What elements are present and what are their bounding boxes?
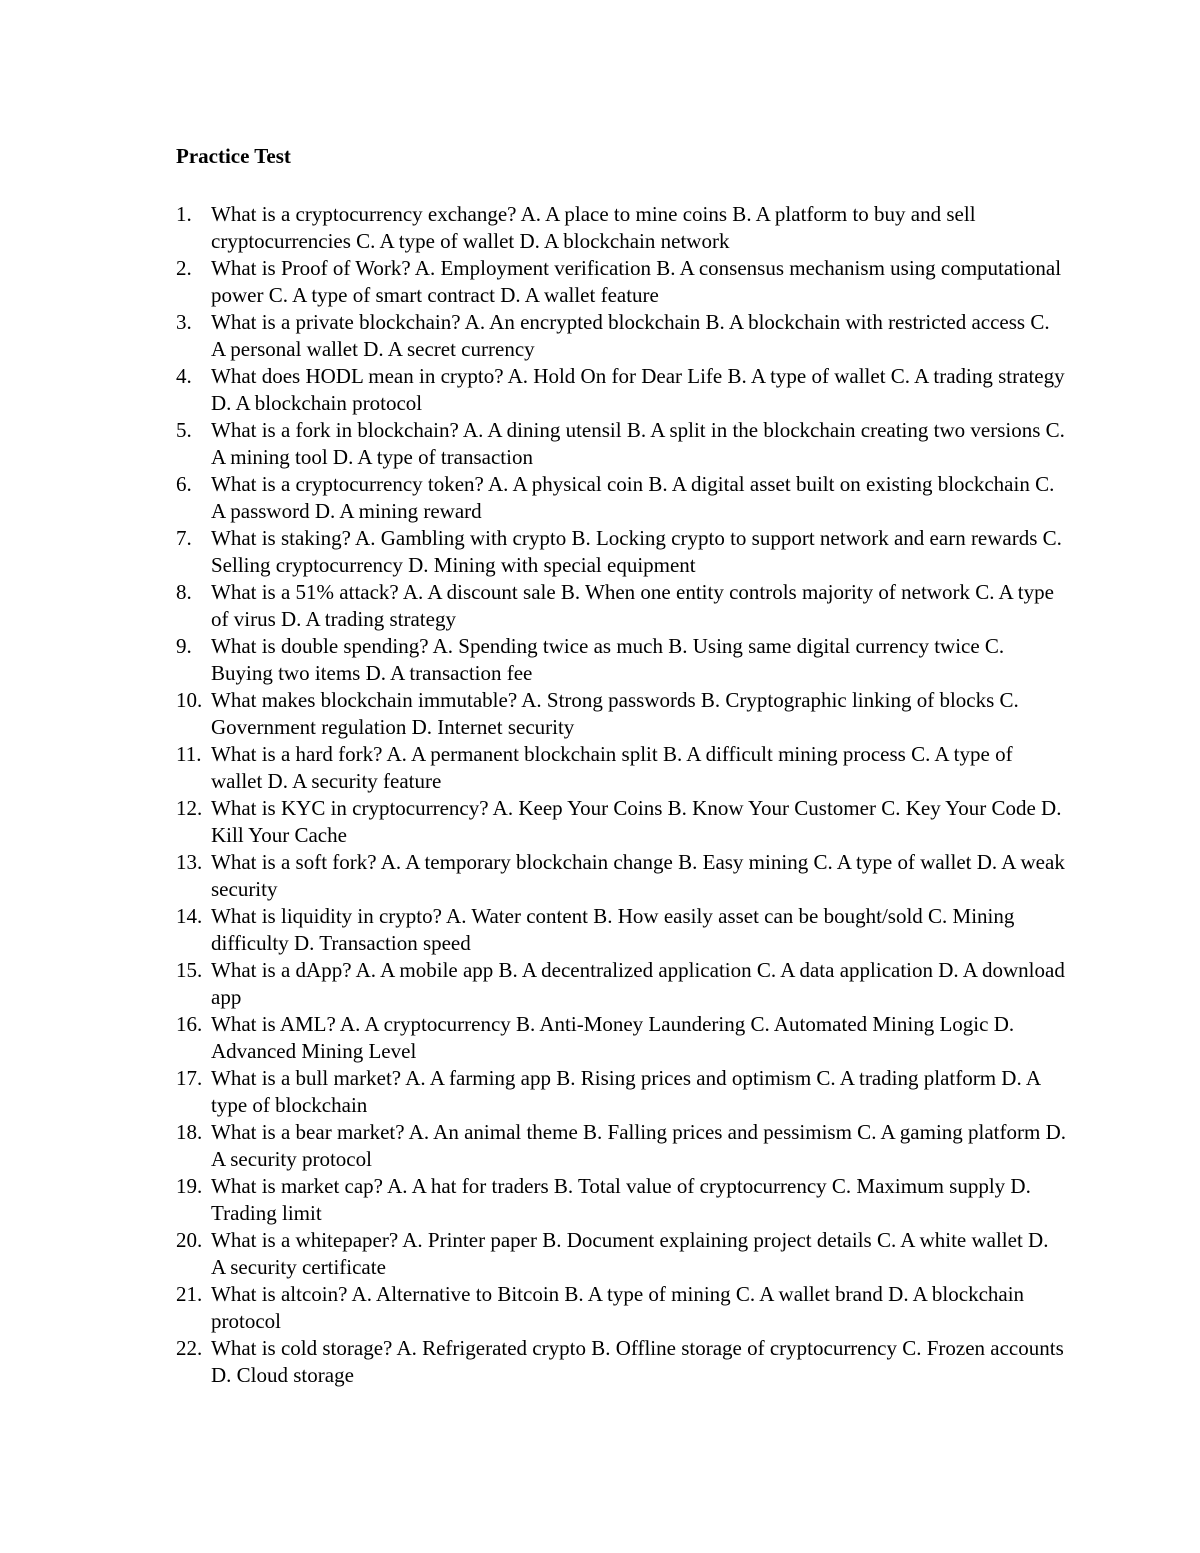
question-item (176, 1227, 1066, 1281)
question-number: 11. (176, 742, 202, 766)
question-text: What is KYC in cryptocurrency? A. Keep Your Coins B. Know Your Customer C. Key Your Code D. Kill Your Cache (211, 796, 1062, 847)
question-number: 2. (176, 256, 192, 280)
question-item (176, 363, 1066, 417)
question-item (176, 1065, 1066, 1119)
question-text: What is a bear market? A. An animal theme B. Falling prices and pessimism C. A gaming platform D. A security protocol (211, 1120, 1067, 1171)
question-item (176, 309, 1066, 363)
question-text: What is a fork in blockchain? A. A dining utensil B. A split in the blockchain creating two versions C. A mining tool D. A type of transaction (211, 418, 1065, 469)
question-number: 20. (176, 1228, 203, 1252)
question-number: 6. (176, 472, 192, 496)
question-text: What is a whitepaper? A. Printer paper B. Document explaining project details C. A white wallet D. A security certificate (211, 1228, 1049, 1279)
question-text: What is a bull market? A. A farming app B. Rising prices and optimism C. A trading platform D. A type of blockchain (211, 1066, 1040, 1117)
question-item (176, 741, 1066, 795)
question-text: What is a cryptocurrency exchange? A. A place to mine coins B. A platform to buy and sell cryptocurrencies C. A type of wallet D. A blockchain network (211, 202, 976, 253)
question-text: What is a soft fork? A. A temporary blockchain change B. Easy mining C. A type of wallet D. A weak security (211, 850, 1065, 901)
question-item (176, 417, 1066, 471)
question-text: What is staking? A. Gambling with crypto B. Locking crypto to support network and earn rewards C. Selling cryptocurrency D. Mining with special equipment (211, 526, 1062, 577)
question-number: 4. (176, 364, 192, 388)
question-number: 9. (176, 634, 192, 658)
question-text: What is a private blockchain? A. An encrypted blockchain B. A blockchain with restricted access C. A personal wallet D. A secret currency (211, 310, 1050, 361)
question-number: 16. (176, 1012, 203, 1036)
question-text: What is a hard fork? A. A permanent blockchain split B. A difficult mining process C. A type of wallet D. A security feature (211, 742, 1013, 793)
question-text: What is double spending? A. Spending twice as much B. Using same digital currency twice C. Buying two items D. A transaction fee (211, 634, 1005, 685)
question-text: What is liquidity in crypto? A. Water content B. How easily asset can be bought/sold C. Mining difficulty D. Transaction speed (211, 904, 1015, 955)
question-number: 22. (176, 1336, 203, 1360)
question-item (176, 903, 1066, 957)
question-text: What does HODL mean in crypto? A. Hold On for Dear Life B. A type of wallet C. A trading strategy D. A blockchain protocol (211, 364, 1065, 415)
question-item (176, 1173, 1066, 1227)
question-number: 5. (176, 418, 192, 442)
question-item (176, 849, 1066, 903)
question-list (176, 201, 1066, 1389)
question-item (176, 525, 1066, 579)
question-text: What is AML? A. A cryptocurrency B. Anti-Money Laundering C. Automated Mining Logic D. Advanced Mining Level (211, 1012, 1015, 1063)
question-item (176, 471, 1066, 525)
question-text: What is cold storage? A. Refrigerated crypto B. Offline storage of cryptocurrency C. Frozen accounts D. Cloud storage (211, 1336, 1064, 1387)
question-text: What is altcoin? A. Alternative to Bitcoin B. A type of mining C. A wallet brand D. A blockchain protocol (211, 1282, 1025, 1333)
question-item (176, 795, 1066, 849)
question-item (176, 201, 1066, 255)
question-item (176, 957, 1066, 1011)
question-number: 19. (176, 1174, 203, 1198)
question-text: What is a cryptocurrency token? A. A physical coin B. A digital asset built on existing blockchain C. A password D. A mining reward (211, 472, 1055, 523)
question-item (176, 1119, 1066, 1173)
question-item (176, 255, 1066, 309)
question-item (176, 687, 1066, 741)
question-number: 14. (176, 904, 203, 928)
question-text: What is a dApp? A. A mobile app B. A decentralized application C. A data application D. A download app (211, 958, 1065, 1009)
question-item (176, 1281, 1066, 1335)
question-number: 3. (176, 310, 192, 334)
question-number: 8. (176, 580, 192, 604)
question-item (176, 579, 1066, 633)
question-text: What makes blockchain immutable? A. Strong passwords B. Cryptographic linking of blocks C. Government regulation D. Internet security (211, 688, 1019, 739)
question-number: 21. (176, 1282, 203, 1306)
question-item (176, 1011, 1066, 1065)
question-number: 13. (176, 850, 203, 874)
question-number: 15. (176, 958, 203, 982)
question-item (176, 633, 1066, 687)
question-item (176, 1335, 1066, 1389)
question-number: 10. (176, 688, 203, 712)
page-title: Practice Test (176, 144, 291, 168)
question-number: 18. (176, 1120, 203, 1144)
question-number: 1. (176, 202, 192, 226)
question-number: 17. (176, 1066, 203, 1090)
question-text: What is market cap? A. A hat for traders B. Total value of cryptocurrency C. Maximum supply D. Trading limit (211, 1174, 1031, 1225)
question-number: 7. (176, 526, 192, 550)
question-text: What is a 51% attack? A. A discount sale B. When one entity controls majority of network C. A type of virus D. A trading strategy (211, 580, 1054, 631)
question-text: What is Proof of Work? A. Employment verification B. A consensus mechanism using computational power C. A type of smart contract D. A wallet feature (211, 256, 1062, 307)
question-number: 12. (176, 796, 203, 820)
